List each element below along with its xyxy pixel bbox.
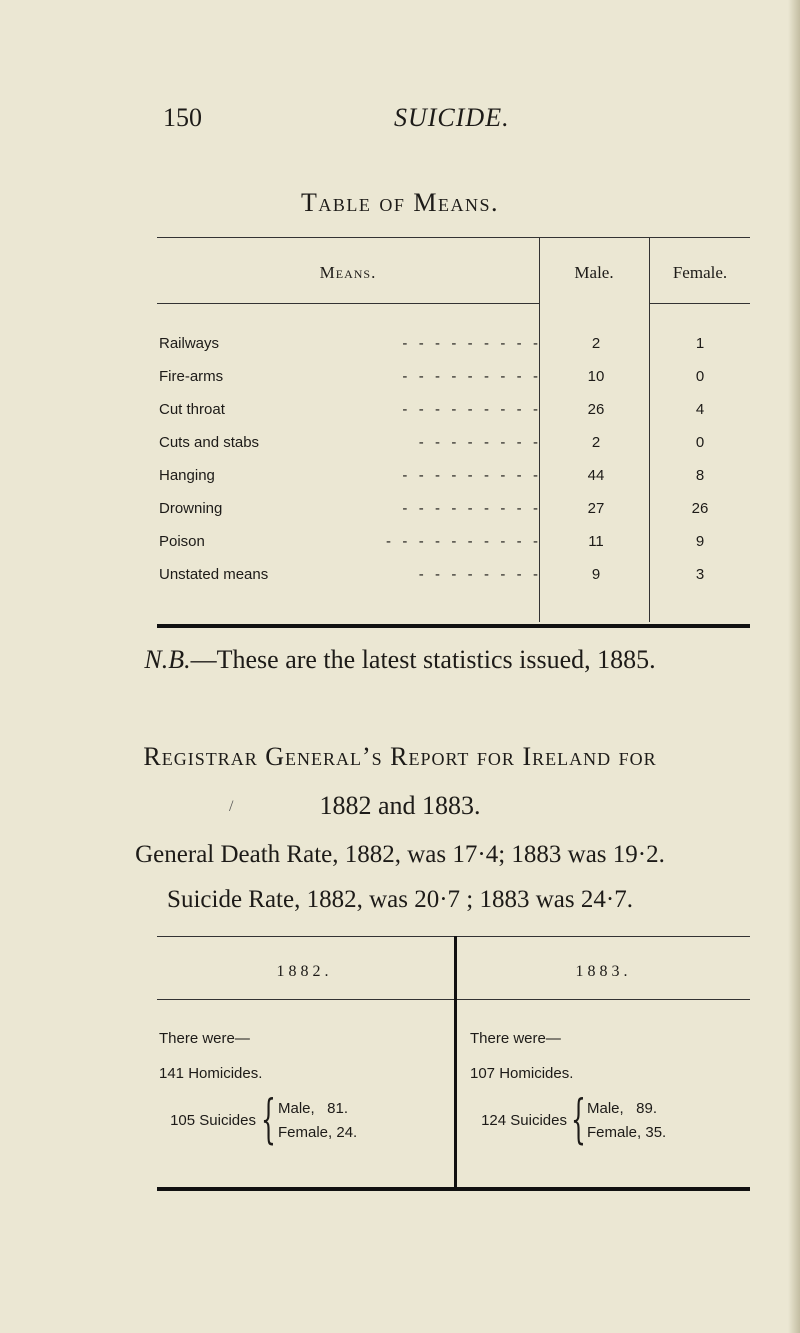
leader-dashes: - - - - - - - - - [402, 335, 539, 352]
female-cell: 8 [695, 467, 705, 484]
running-title: SUICIDE. [394, 103, 510, 132]
there-were-1882: There were— [159, 1030, 250, 1047]
table-row [157, 533, 750, 563]
header-means: Means. [319, 263, 377, 282]
male-cell: 11 [588, 533, 604, 550]
header-1882: 1882. [276, 963, 333, 980]
death-rate-line: General Death Rate, 1882, was 17·4; 1883 was 19·2. [135, 841, 665, 868]
female-cell: 4 [695, 401, 705, 418]
there-were-1883: There were— [470, 1030, 561, 1047]
table-row [157, 335, 750, 365]
homicides-1882: 141 Homicides. [159, 1065, 263, 1082]
means-cell: Cut throat [159, 401, 225, 418]
means-cell: Poison [159, 533, 205, 550]
male-cell: 27 [587, 500, 605, 517]
running-head [0, 103, 800, 143]
nb-text: —These are the latest statistics issued, 1885. [190, 645, 656, 674]
male-cell: 2 [591, 335, 601, 352]
table-row [157, 467, 750, 497]
male-cell: 2 [591, 434, 601, 451]
table-row [157, 500, 750, 530]
registrar-years: 1882 and 1883. [319, 791, 481, 820]
registrar-heading [0, 742, 800, 772]
nb-lead: N.B. [144, 645, 191, 674]
means-table [157, 237, 750, 630]
header-male: Male. [574, 263, 614, 282]
suicides-1882: 105 Suicides [170, 1112, 256, 1129]
header-rule [649, 303, 750, 304]
table-top-rule [157, 237, 750, 238]
suicides-female-1882: Female, 24. [278, 1124, 358, 1141]
means-cell: Fire-arms [159, 368, 224, 385]
female-cell: 3 [695, 566, 705, 583]
header-rule [457, 999, 750, 1000]
suicides-female-1883: Female, 35. [587, 1124, 667, 1141]
header-rule [157, 999, 454, 1000]
leader-dashes: - - - - - - - - [418, 434, 539, 451]
table-row [157, 434, 750, 464]
table-bottom-rule [157, 624, 750, 628]
table-row [157, 368, 750, 398]
nb-note [0, 645, 800, 675]
means-cell: Unstated means [159, 566, 269, 583]
female-cell: 9 [695, 533, 705, 550]
yearly-table [157, 936, 750, 1196]
leader-dashes: - - - - - - - - - [402, 368, 539, 385]
male-cell: 26 [587, 401, 605, 418]
male-cell: 10 [587, 368, 605, 385]
means-cell: Cuts and stabs [159, 434, 260, 451]
leader-dashes: - - - - - - - - - [402, 401, 539, 418]
means-cell: Hanging [159, 467, 215, 484]
table-bottom-rule [157, 1187, 750, 1191]
page-number: 150 [163, 103, 202, 132]
stray-mark: / [229, 798, 234, 815]
male-cell: 9 [591, 566, 601, 583]
suicides-male-1882: Male, 81. [278, 1100, 349, 1117]
header-rule [157, 303, 539, 304]
female-cell: 0 [695, 434, 705, 451]
leader-dashes: - - - - - - - - - [402, 467, 539, 484]
brace-1882: { [261, 1090, 276, 1150]
table-row [157, 566, 750, 596]
leader-dashes: - - - - - - - - [418, 566, 539, 583]
suicides-male-1883: Male, 89. [587, 1100, 658, 1117]
female-cell: 0 [695, 368, 705, 385]
female-cell: 26 [691, 500, 709, 517]
registrar-title: Registrar General’s Report for Ireland for [143, 742, 657, 771]
means-cell: Railways [159, 335, 220, 352]
header-female: Female. [672, 263, 728, 282]
suicides-1883: 124 Suicides [481, 1112, 567, 1129]
male-cell: 44 [587, 467, 605, 484]
suicide-rate-line: Suicide Rate, 1882, was 20·7 ; 1883 was 24·7. [167, 886, 633, 913]
header-1883: 1883. [575, 963, 632, 980]
table-row [157, 401, 750, 431]
leader-dashes: - - - - - - - - - [402, 500, 539, 517]
means-cell: Drowning [159, 500, 223, 517]
brace-1883: { [571, 1090, 586, 1150]
homicides-1883: 107 Homicides. [470, 1065, 574, 1082]
female-cell: 1 [695, 335, 705, 352]
table-title: Table of Means. [300, 188, 499, 217]
leader-dashes: - - - - - - - - - - [386, 533, 539, 550]
